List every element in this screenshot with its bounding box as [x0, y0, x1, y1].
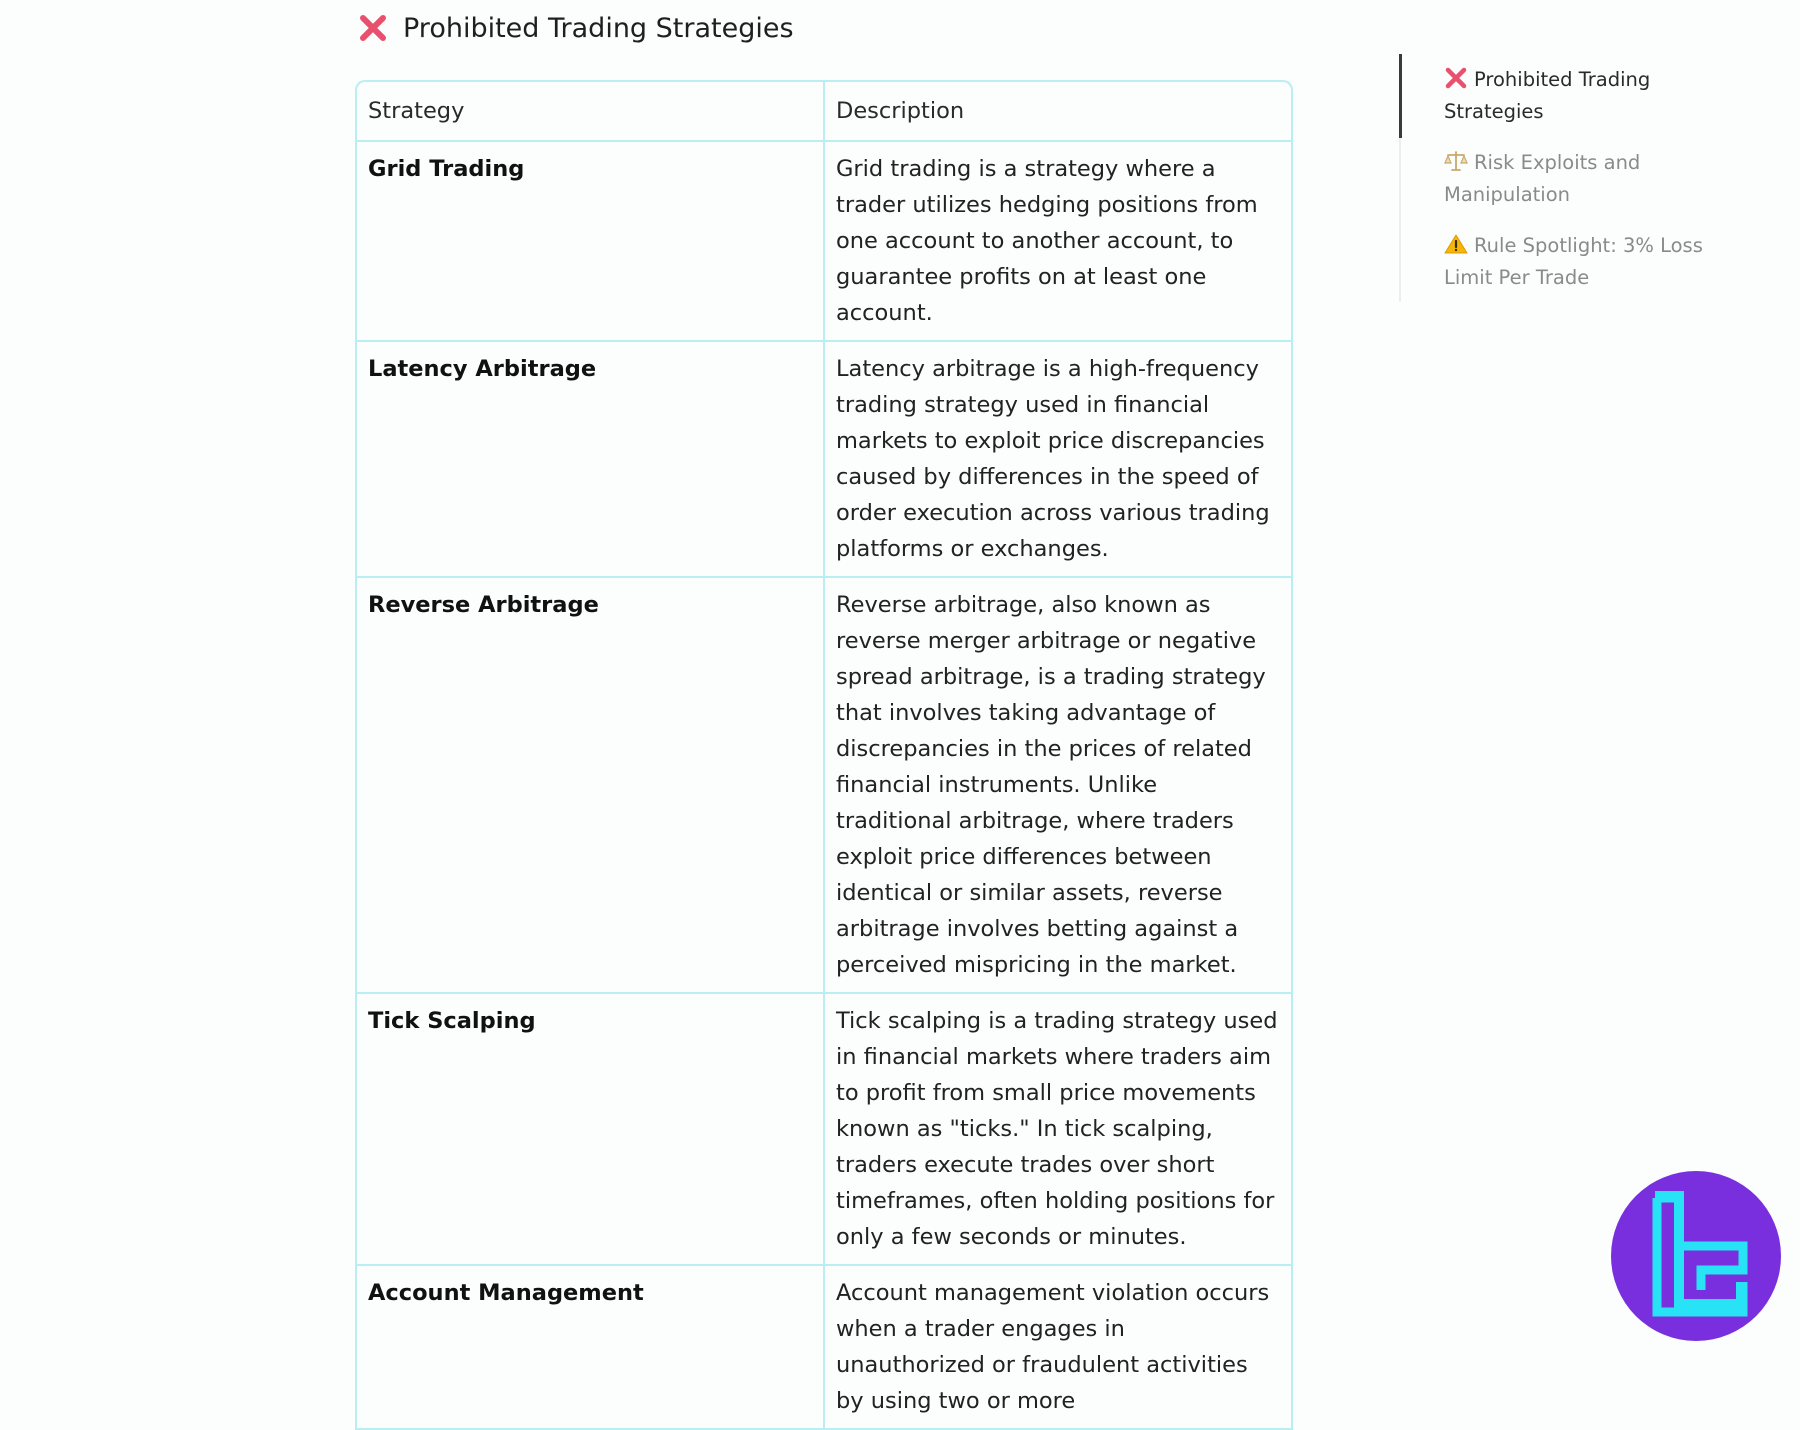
warning-icon	[1444, 233, 1468, 255]
strategy-description: Account management violation occurs when a trader engages in unauthorized or fraudulent activities by using two or more	[824, 1265, 1291, 1429]
table-row	[357, 577, 1291, 993]
strategy-name: Tick Scalping	[357, 993, 824, 1265]
balance-scale-icon	[1444, 150, 1468, 172]
table-row	[357, 1265, 1291, 1429]
strategy-description: Reverse arbitrage, also known as reverse merger arbitrage or negative spread arbitrage, is a trading strategy that involves taking advantage of discrepancies in the prices of related financial instruments. Unlike traditional arbitrage, where traders exploit price differences between identical or similar assets, reverse arbitrage involves betting against a perceived mispricing in the market.	[824, 577, 1291, 993]
toc-item-label: Prohibited Trading Strategies	[1444, 68, 1651, 123]
strategy-description: Latency arbitrage is a high-frequency trading strategy used in financial markets to exploit price discrepancies caused by differences in the speed of order execution across various trading platforms or exchanges.	[824, 341, 1291, 577]
column-header-strategy: Strategy	[357, 82, 824, 141]
toc-item-risk-exploits[interactable]	[1444, 147, 1714, 211]
toc-item-label: Rule Spotlight: 3% Loss Limit Per Trade	[1444, 234, 1703, 289]
strategy-description: Grid trading is a strategy where a trader utilizes hedging positions from one account to another account, to guarantee profits on at least one account.	[824, 141, 1291, 341]
strategy-name: Reverse Arbitrage	[357, 577, 824, 993]
strategies-table	[355, 80, 1293, 1430]
tradingfinder-logo-icon	[1641, 1186, 1751, 1326]
toc-item-prohibited-trading-strategies[interactable]	[1444, 64, 1714, 128]
cross-mark-icon	[357, 12, 389, 44]
table-of-contents	[1399, 54, 1721, 302]
toc-item-label: Risk Exploits and Manipulation	[1444, 151, 1641, 206]
table-row	[357, 141, 1291, 341]
strategy-description: Tick scalping is a trading strategy used in financial markets where traders aim to profit from small price movements known as "ticks." In tick scalping, traders execute trades over short timeframes, often holding positions for only a few seconds or minutes.	[824, 993, 1291, 1265]
strategy-name: Account Management	[357, 1265, 824, 1429]
strategy-name: Latency Arbitrage	[357, 341, 824, 577]
column-header-description: Description	[824, 82, 1291, 141]
strategy-name: Grid Trading	[357, 141, 824, 341]
toc-active-indicator	[1399, 54, 1402, 138]
toc-item-rule-spotlight[interactable]	[1444, 230, 1714, 294]
cross-mark-icon	[1444, 67, 1468, 89]
page-title: Prohibited Trading Strategies	[403, 12, 794, 44]
section-heading	[357, 8, 794, 48]
table-row	[357, 993, 1291, 1265]
tradingfinder-logo-button[interactable]	[1611, 1171, 1781, 1341]
table-header-row	[357, 82, 1291, 141]
table-row	[357, 341, 1291, 577]
